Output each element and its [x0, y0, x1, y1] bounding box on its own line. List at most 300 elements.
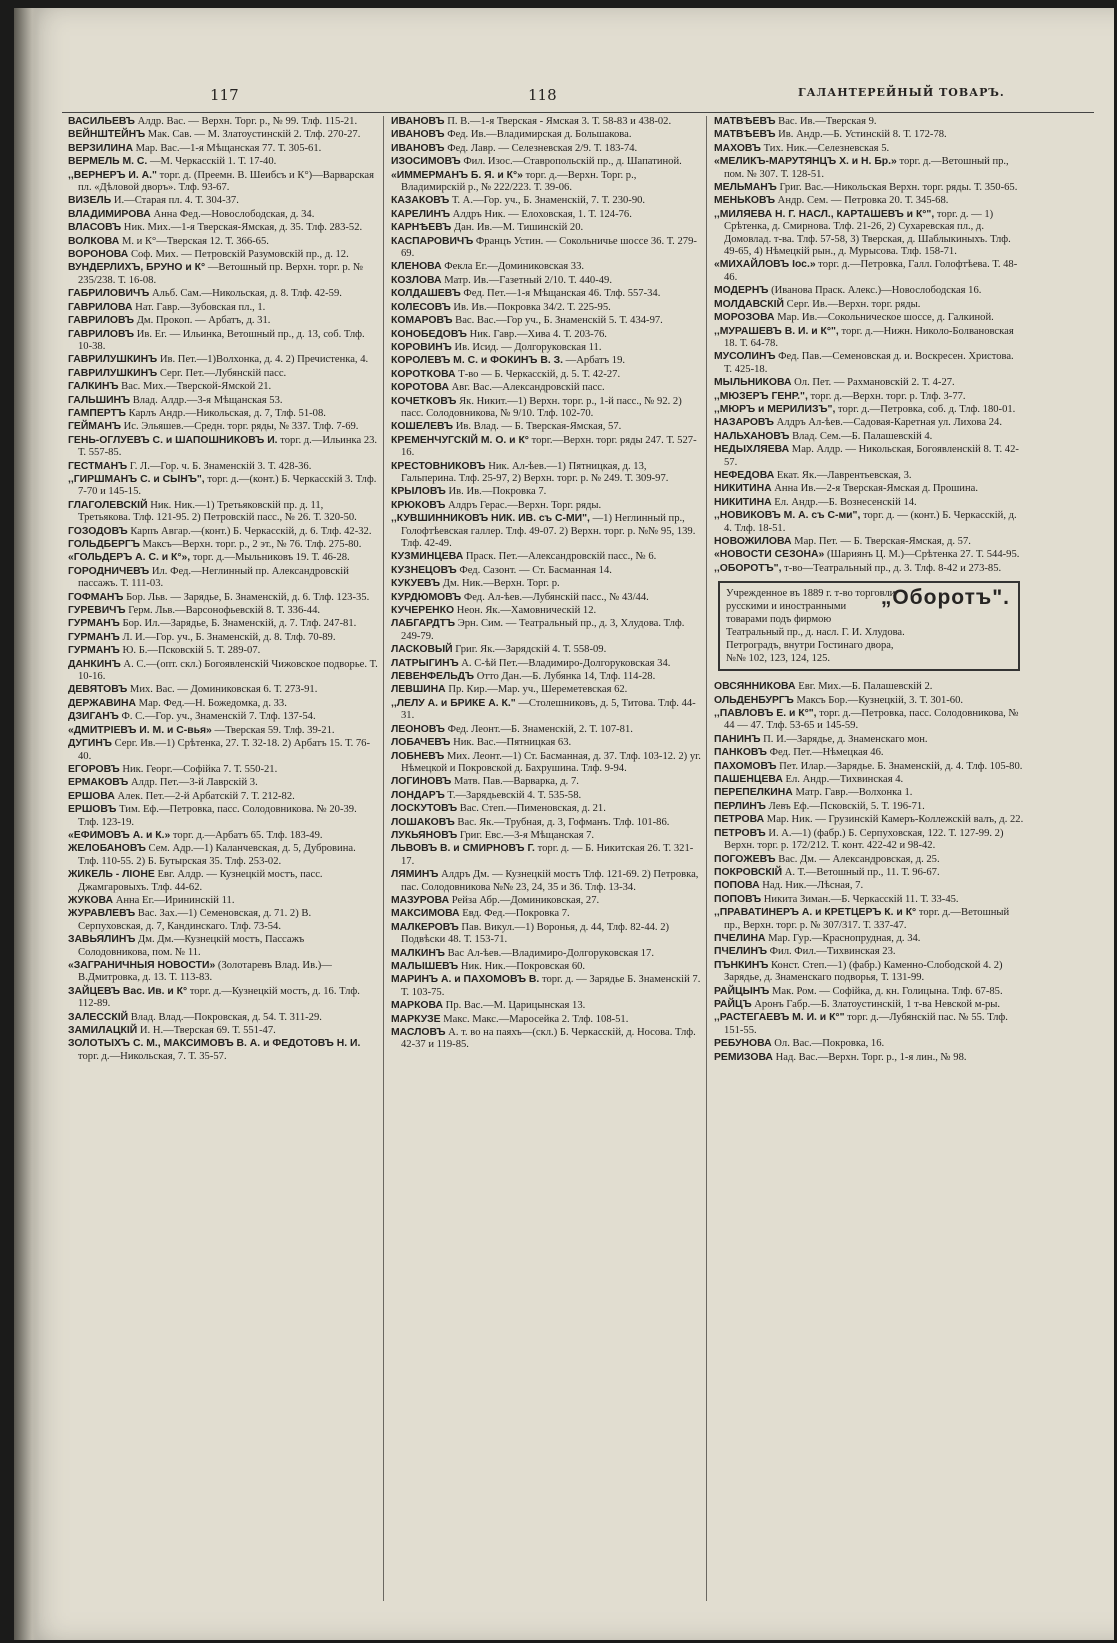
entry-details: Серг. Пет.—Лубянскій пасс.	[159, 367, 287, 379]
entry-details: Матр. Ив.—Газетный 2/10. Т. 440-49.	[444, 274, 612, 286]
entry-name: ЛАБГАРДТЪ	[391, 618, 456, 630]
directory-entry	[68, 302, 378, 314]
entry-name: РЕМИЗОВА	[714, 1051, 773, 1063]
entry-details: Ник. Георг.—Софійка 7. Т. 550-21.	[122, 763, 278, 775]
directory-entry	[391, 486, 701, 498]
entry-name: ДЕРЖАВИНА	[68, 697, 137, 709]
entry-name: ВОЛКОВА	[68, 235, 120, 247]
entry-details: Ив. Ив.—Покровка 34/2. Т. 225-95.	[453, 301, 611, 313]
directory-entry	[714, 285, 1024, 297]
entry-details: Евд. Фед.—Покровка 7.	[462, 908, 570, 920]
entry-name: ДУГИНЪ	[68, 738, 112, 750]
entry-details: Карпъ Авгар.—(конт.) Б. Черкасскій, д. 6. Тлф. 42-32.	[130, 525, 372, 537]
entry-name: ВУНДЕРЛИХЪ, БРУНО и К°	[68, 262, 206, 274]
entry-name: МОЛДАВСКІЙ	[714, 298, 784, 310]
directory-entry	[68, 592, 378, 604]
directory-entry	[68, 368, 378, 380]
directory-entry	[68, 143, 378, 155]
entry-details: Конст. Степ.—1) (фабр.) Каменно-Слободской 4. 2) Зарядье, д. Знаменскаго подворья, Т. 131-99.	[724, 959, 1003, 984]
directory-entry	[68, 315, 378, 327]
entry-name: ВЕРМЕЛЬ М. С.	[68, 156, 148, 168]
entry-details: Алек. Пет.—2-й Арбатскій 7. Т. 212-82.	[117, 790, 295, 802]
entry-details: —Арбатъ 19.	[565, 355, 626, 367]
entry-name: КОШЕЛЕВЪ	[391, 421, 454, 433]
entry-name: ПОГОЖЕВЪ	[714, 853, 776, 865]
entry-details: Мар. Пет. — Б. Тверская-Ямская, д. 57.	[794, 536, 971, 547]
directory-entry	[391, 222, 701, 234]
entry-details: Фед. Ал-ѣев.—Лубянскій пасс., № 43/44.	[463, 591, 649, 603]
book-gutter	[14, 8, 40, 1640]
entry-details: —Столешниковъ, д. 5, Титова. Тлф. 44-31.	[401, 697, 696, 722]
directory-entry	[391, 355, 701, 367]
entry-name: ЛОСКУТОВЪ	[391, 803, 458, 815]
directory-entry	[391, 817, 701, 829]
entry-details: Дм. Прокоп. — Арбатъ, д. 31.	[136, 315, 271, 327]
entry-details: Т.—Зарядьевскій 4. Т. 535-58.	[447, 789, 582, 801]
directory-entry	[714, 417, 1024, 429]
directory-entry	[391, 116, 701, 128]
directory-entry	[391, 684, 701, 696]
entry-name: ВЕЙНШТЕЙНЪ	[68, 129, 146, 141]
entry-name: ПАХОМОВЪ	[714, 760, 777, 772]
entry-name: ,,РАСТЕГАЕВЪ М. И. и К°"	[714, 1012, 845, 1024]
entry-name: «ЕФИМОВЪ А. и К.»	[68, 829, 171, 841]
directory-entry	[391, 288, 701, 300]
entry-name: МАХОВЪ	[714, 142, 761, 154]
directory-entry	[391, 698, 701, 723]
entry-name: МЕНЬКОВЪ	[714, 195, 776, 207]
entry-details: Вас. Степ.—Пименовская, д. 21.	[459, 803, 606, 815]
entry-name: КОРОВИНЪ	[391, 341, 452, 353]
entry-details: Фед. Леонт.—Б. Знаменскій, 2. Т. 107-81.	[447, 723, 633, 735]
entry-details: Григ. Як.—Зарядскій 4. Т. 558-09.	[455, 644, 607, 656]
entry-name: МЕЛЬМАНЪ	[714, 182, 777, 194]
entry-details: Влад. Сем.—Б. Палашевскій 4.	[792, 430, 933, 442]
entry-name: МОДЕРНЪ	[714, 285, 769, 297]
entry-name: ,,НОВИКОВЪ М. А. съ С-ми",	[714, 510, 861, 522]
directory-entry	[714, 828, 1024, 853]
directory-entry	[714, 734, 1024, 746]
entry-details: Алдръ Ал-ѣев.—Садовая-Каретная ул. Лихова 24.	[776, 417, 1002, 429]
directory-entry	[68, 1025, 378, 1037]
entry-details: Бор. Льв. — Зарядье, Б. Знаменскій, д. 6. Тлф. 123-35.	[126, 591, 370, 603]
directory-entry	[68, 1012, 378, 1024]
entry-name: ,,ЛЕЛУ А. и БРИКЕ А. К."	[391, 697, 516, 709]
directory-entry	[391, 658, 701, 670]
entry-name: ЛЕВШИНА	[391, 684, 446, 696]
entry-name: ОВСЯННИКОВА	[714, 681, 796, 693]
entry-details: (Шариянъ Ц. М.)—Срѣтенка 27. Т. 544-95.	[826, 549, 1020, 561]
entry-details: Фил. Фил.—Тихвинская 23.	[769, 946, 896, 958]
directory-entry	[714, 536, 1024, 548]
entry-details: торг. д. — 1) Срѣтенка, д. Смирнова. Тлф. 21-26, 2) Сухаревская пл., д. Домовлад. т-ва. Тлф. 57-58, 3) Тверская, д. Шаблыкиныхъ. Тлф. 49-65, 4) Нѣмецкій рын., д. Мурысова. Тлф. 158-71.	[724, 208, 1011, 258]
entry-name: ПОКРОВСКІЙ	[714, 866, 783, 878]
entry-name: «МИХАЙЛОВЪ Іос.»	[714, 259, 816, 271]
directory-entry	[391, 803, 701, 815]
column-1	[68, 116, 378, 1616]
entry-name: ЛЕОНОВЪ	[391, 723, 445, 735]
directory-entry	[391, 565, 701, 577]
entry-name: ВЕРЗИЛИНА	[68, 142, 133, 154]
entry-details: Ник. Ник.—Покровская 60.	[460, 961, 586, 972]
entry-name: КРЫЛОВЪ	[391, 486, 446, 498]
directory-entry	[391, 671, 701, 683]
entry-details: торг. д.—Никольская, 7. Т. 35-57.	[78, 1050, 227, 1062]
entry-name: ИВАНОВЪ	[391, 116, 445, 127]
directory-entry	[68, 645, 378, 657]
entry-details: —1) Неглинный пр., Голофтѣевская галлер. Тлф. 49-07. 2) Верхн. торг. р. №№ 95, 139. Тлф. 42-49.	[401, 513, 696, 549]
entry-name: ЛУКЬЯНОВЪ	[391, 829, 458, 841]
entry-name: КАРЕЛИНЪ	[391, 208, 451, 220]
entry-details: Алдр. Пет.—3-й Лаврскій 3.	[131, 777, 258, 789]
entry-name: ГАВРИЛУШКИНЪ	[68, 354, 158, 366]
entry-name: ЕГОРОВЪ	[68, 763, 120, 775]
directory-entry	[391, 421, 701, 433]
entry-name: ЗАЛЕССКІЙ	[68, 1011, 129, 1023]
entry-details: Никита Зиман.—Б. Черкасскій 11. Т. 33-45.	[763, 893, 959, 905]
section-title: ГАЛАНТЕРЕЙНЫЙ ТОВАРЪ.	[798, 86, 1005, 99]
entry-details: Бор. Ил.—Зарядье, Б. Знаменскій, д. 7. Тлф. 247-81.	[122, 618, 357, 630]
entry-name: ИВАНОВЪ	[391, 129, 445, 141]
page-number-left: 117	[210, 86, 239, 104]
entry-details: (Золотаревъ Влад. Ив.)—В.Дмитровка, д. 13. Т. 113-83.	[78, 960, 332, 984]
entry-name: КОМАРОВЪ	[391, 315, 453, 327]
entry-name: ,,МЮЗЕРЪ ГЕНР.",	[714, 390, 808, 402]
entry-details: Праск. Пет.—Александровскій пасс., № 6.	[465, 551, 657, 563]
directory-entry	[391, 382, 701, 394]
entry-name: КРЕМЕНЧУГСКІЙ М. О. и К°	[391, 434, 529, 446]
entry-details: Пет. Илар.—Зарядье. Б. Знаменскій, д. 4. Тлф. 105-80.	[779, 760, 1023, 772]
directory-entry	[714, 774, 1024, 786]
directory-entry	[68, 804, 378, 829]
entry-details: торг. д.—Лубянскій пас. № 55. Тлф. 151-55.	[724, 1012, 1008, 1036]
entry-name: ВАСИЛЬЕВЪ	[68, 116, 135, 127]
directory-entry	[714, 326, 1024, 351]
directory-entry	[68, 843, 378, 868]
directory-entry	[714, 182, 1024, 194]
entry-details: Тих. Ник.—Селезневская 5.	[763, 142, 890, 154]
directory-entry	[391, 1000, 701, 1012]
entry-name: ЖУРАВЛЕВЪ	[68, 908, 136, 920]
directory-entry	[68, 618, 378, 630]
entry-details: Мих. Леонт.—1) Ст. Басманная, д. 37. Тлф. 103-12. 2) уг. Нѣмецкой и Покровской д. Бахрушина. Тлф. 9-94.	[401, 750, 701, 774]
entry-details: Вас Ал-ѣев.—Владимиро-Долгоруковская 17.	[447, 947, 654, 959]
entry-name: МАЗУРОВА	[391, 894, 450, 906]
directory-entry	[68, 288, 378, 300]
entry-name: ЛАТРЫГИНЪ	[391, 657, 459, 669]
directory-entry	[714, 907, 1024, 932]
entry-name: ГАБРИЛОВИЧЪ	[68, 288, 150, 300]
entry-details: Григ. Евс.—3-я Мѣщанская 7.	[459, 829, 595, 841]
directory-entry	[714, 880, 1024, 892]
directory-entry	[68, 170, 378, 195]
directory-entry	[714, 801, 1024, 813]
entry-details: Вас. Вас.—Гор уч., Б. Знаменскій 5. Т. 434-97.	[455, 315, 663, 327]
entry-name: ПЕРЕПЕЛКИНА	[714, 787, 793, 799]
entry-details: Дм. Дм.—Кузнецкій мостъ, Пассажъ Солодовникова, пом. № 11.	[78, 934, 305, 958]
directory-entry	[391, 1027, 701, 1052]
directory-entry	[68, 908, 378, 933]
directory-entry	[68, 156, 378, 168]
directory-entry	[68, 934, 378, 959]
entry-details: торг. д.—Верхн. Торг. р., Владимирскій р., № 222/223. Т. 39-06.	[401, 169, 637, 194]
entry-name: КОЛДАШЕВЪ	[391, 288, 461, 300]
entry-details: Максъ—Верхн. торг. р., 2 эт., № 76. Тлф. 275-80.	[142, 539, 362, 550]
entry-details: торг. д.—Кузнецкій мостъ, д. 16. Тлф. 112-89.	[78, 985, 360, 1010]
entry-details: Отто Дан.—Б. Лубянка 14, Тлф. 114-28.	[476, 671, 656, 683]
entry-name: МУСОЛИНЪ	[714, 351, 776, 363]
entry-details: Ник. Вас.—Пятницкая 63.	[453, 737, 572, 749]
directory-entry	[68, 1038, 378, 1063]
entry-name: КОЛЕСОВЪ	[391, 301, 451, 313]
entry-details: Ю. Б.—Псковскій 5. Т. 289-07.	[122, 645, 261, 657]
entry-details: А. Т.—Ветошный пр., 11. Т. 96-67.	[784, 866, 940, 878]
entry-name: МАЛЫШЕВЪ	[391, 961, 459, 972]
entry-details: Ис. Эльяшев.—Средн. торг. ряды, № 337. Тлф. 7-69.	[123, 421, 359, 433]
entry-details: Мак. Сав. — М. Златоустинскій 2. Тлф. 270-27.	[147, 129, 361, 141]
directory-entry	[391, 435, 701, 460]
directory-entry	[391, 592, 701, 604]
entry-details: Ф. С.—Гор. уч., Знаменскій 7. Тлф. 137-54.	[121, 711, 316, 723]
directory-entry	[391, 170, 701, 195]
entry-details: П. В.—1-я Тверская - Ямская 3. Т. 58-83 и 438-02.	[447, 116, 672, 127]
directory-entry	[68, 222, 378, 234]
directory-entry	[391, 922, 701, 947]
entry-name: КАЗАКОВЪ	[391, 195, 450, 207]
directory-entry	[68, 408, 378, 420]
entry-details: Ел. Андр.—Тихвинская 4.	[785, 774, 904, 786]
directory-entry	[68, 209, 378, 221]
entry-name: КРЮКОВЪ	[391, 499, 446, 511]
entry-name: ЛОГИНОВЪ	[391, 776, 452, 788]
entry-name: ,,ОБОРОТЪ",	[714, 562, 782, 574]
entry-details: Аронъ Габр.—Б. Златоустинскій, 1 т-ва Невской м-ры.	[754, 998, 1001, 1010]
entry-details: Дм. Ник.—Верхн. Торг. р.	[442, 578, 560, 590]
directory-page	[14, 8, 1114, 1640]
entry-name: ГАМПЕРТЪ	[68, 407, 126, 419]
entry-name: ПЧЕЛИНА	[714, 932, 766, 944]
entry-details: торг. д.—Ветошный пр., Верхн. торг. р. № 307/317. Т. 337-47.	[724, 907, 1010, 931]
advert-line1: Учрежденное въ 1889 г. т-во торговли	[726, 588, 896, 600]
entry-name: МОРОЗОВА	[714, 312, 775, 324]
entry-details: Рейза Абр.—Доминиковская, 27.	[451, 894, 600, 906]
advert-line3: товарами подъ фирмою	[726, 614, 832, 626]
directory-entry	[391, 843, 701, 868]
entry-details: И. А.—1) (фабр.) Б. Серпуховская, 122. Т. 127-99. 2) Верхн. торг. р. 172/212. Т. конт. 422-42 и 98-42.	[724, 827, 1004, 852]
entry-name: КОРОТКОВА	[391, 368, 456, 380]
entry-name: МАРКУЗЕ	[391, 1013, 441, 1025]
entry-details: торг. д. — Зарядье Б. Знаменскій 7. Т. 103-75.	[401, 974, 701, 998]
entry-name: ,,КУВШИННИКОВЪ НИК. ИВ. съ С-МИ",	[391, 513, 590, 525]
entry-name: ПЕРЛИНЪ	[714, 800, 766, 812]
entry-details: Ел. Андр.—Б. Вознесенскій 14.	[774, 496, 917, 508]
directory-entry	[391, 869, 701, 894]
entry-name: КОЗЛОВА	[391, 274, 442, 286]
entry-name: ЕРМАКОВЪ	[68, 777, 129, 789]
entry-name: ЗАВЬЯЛИНЪ	[68, 934, 136, 946]
entry-name: МАКСИМОВА	[391, 908, 460, 920]
entry-details: Францъ Устин. — Сокольничье шоссе 36. Т. 279-69.	[401, 235, 697, 260]
entry-details: М. и К°—Тверская 12. Т. 366-65.	[121, 235, 269, 247]
entry-name: ЛЯМИНЪ	[391, 869, 439, 881]
entry-name: ГАВРИЛОВЪ	[68, 315, 135, 327]
directory-entry	[714, 404, 1024, 416]
entry-details: Алдръ Дм. — Кузнецкій мостъ Тлф. 121-69. 2) Петровка, пас. Солодовникова №№ 23, 24, 35 и 36. Тлф. 13-34.	[401, 869, 699, 893]
entry-name: ГОЗОДОВЪ	[68, 525, 128, 537]
directory-entry	[391, 1014, 701, 1026]
entry-details: Мак. Ром. — Софійка, д. кн. Голицына. Тлф. 67-85.	[771, 985, 1003, 997]
entry-name: МАЛКИНЪ	[391, 947, 445, 959]
entry-details: Ив. Исид. — Долгоруковская 11.	[454, 341, 602, 353]
entry-details: (Иванова Праск. Алекс.)—Новослободская 16.	[771, 285, 982, 297]
entry-details: Над. Ник.—Лѣсная, 7.	[762, 880, 864, 892]
entry-name: НИКИТИНА	[714, 483, 772, 495]
entry-details: торг. д.—Верхн. торг. р. Тлф. 3-77.	[810, 390, 966, 402]
entry-details: Евг. Алдр. — Кузнецкій мостъ, пасс. Джамгаровыхъ. Тлф. 44-62.	[78, 869, 323, 893]
entry-name: ВОРОНОВА	[68, 249, 129, 261]
entry-name: ГЛАГОЛЕВСКІЙ	[68, 499, 148, 511]
entry-details: торг. д.—Петровка, пасс. Солодовникова, № 44 — 47. Тлф. 53-65 и 145-59.	[724, 708, 1019, 732]
entry-details: торг. д.—Петровка, Галл. Голофтѣева. Т. 48-46.	[724, 259, 1018, 283]
column-3	[714, 116, 1024, 1616]
directory-entry	[714, 259, 1024, 284]
entry-name: НАЗАРОВЪ	[714, 417, 774, 429]
entry-details: Сем. Адр.—1) Каланчевская, д. 5, Дубровина. Тлф. 110-55. 2) Б. Бутырская 35. Тлф. 253-02.	[78, 843, 356, 867]
directory-entry	[68, 764, 378, 776]
directory-entry	[714, 209, 1024, 259]
entry-details: Серг. Ив.—1) Срѣтенка, 27. Т. 32-18. 2) Арбатъ 15. Т. 76-40.	[78, 738, 370, 762]
entry-details: И.—Старая пл. 4. Т. 304-37.	[113, 195, 239, 207]
directory-entry	[391, 261, 701, 273]
entry-details: Ив. Влад. — Б. Тверская-Ямская, 57.	[455, 421, 622, 433]
entry-details: Максъ Бор.—Кузнецкій, 3. Т. 301-60.	[796, 694, 964, 706]
entry-name: ВИЗЕЛЬ	[68, 195, 112, 207]
entry-name: ГАВРИЛОВЪ	[68, 328, 135, 340]
directory-entry	[68, 960, 378, 985]
directory-entry	[391, 236, 701, 261]
directory-entry	[68, 684, 378, 696]
oborot-advert	[718, 581, 1020, 671]
entry-name: КАСПАРОВИЧЪ	[391, 235, 474, 247]
directory-entry	[714, 933, 1024, 945]
entry-name: ,,ГИРШМАНЪ С. и СЫНЪ",	[68, 473, 205, 485]
column-divider-2	[706, 116, 707, 1601]
entry-name: ,,МЮРЪ и МЕРИЛИЗЪ",	[714, 403, 836, 415]
entry-details: Алдръ Ник. — Елоховская, 1. Т. 124-76.	[452, 208, 632, 220]
entry-details: Ив. Пет.—1)Волхонка, д. 4. 2) Пречистенка, 4.	[159, 354, 369, 366]
directory-entry	[391, 369, 701, 381]
header-rule	[62, 112, 1094, 113]
directory-entry	[714, 299, 1024, 311]
directory-entry	[68, 698, 378, 710]
directory-entry	[391, 895, 701, 907]
directory-entry	[68, 539, 378, 551]
entry-details: Ник. Ник.—1) Третьяковскій пр. д. 11, Третьякова. Тлф. 121-95. 2) Петровскій пасс., № 26. Т. 320-50.	[78, 499, 357, 524]
entry-details: Як. Никит.—1) Верхн. торг. р., 1-й пасс., № 92. 2) пасс. Солодовникова, № 9/10. Тлф. 102-70.	[401, 395, 682, 419]
entry-details: Фед. Сазонт. — Ст. Басманная 14.	[459, 564, 612, 576]
entry-name: «ГОЛЬДЕРЪ А. С. и К°»,	[68, 552, 191, 564]
directory-entry	[714, 470, 1024, 482]
entry-details: Фед. Ив.—Владимирская д. Большакова.	[447, 129, 632, 141]
entry-details: Матв. Пав.—Варварка, д. 7.	[454, 776, 579, 788]
entry-details: А. т. во на паяхъ—(скл.) Б. Черкасскій, д. Носова. Тлф. 42-37 и 119-85.	[401, 1027, 696, 1051]
entry-details: Над. Вас.—Верхн. Торг. р., 1-я лин., № 98.	[775, 1051, 967, 1063]
directory-entry	[68, 129, 378, 141]
directory-entry	[391, 961, 701, 973]
directory-entry	[714, 867, 1024, 879]
entry-details: Григ. Вас.—Никольская Верхн. торг. ряды. Т. 350-65.	[779, 182, 1018, 194]
directory-entry	[714, 1052, 1024, 1064]
entry-name: ПАНИНЪ	[714, 733, 761, 745]
entry-name: РЕБУНОВА	[714, 1038, 772, 1050]
entry-name: ГОФМАНЪ	[68, 591, 124, 603]
entry-details: Екат. Як.—Лаврентьевская, 3.	[776, 469, 912, 481]
entry-name: ЛОБНЕВЪ	[391, 750, 445, 762]
entry-details: Соф. Мих. — Петровскій Разумовскій пр., д. 12.	[130, 249, 349, 261]
entry-name: ЛАСКОВЫЙ	[391, 644, 453, 656]
directory-entry	[68, 895, 378, 907]
directory-entry	[714, 549, 1024, 561]
entry-name: «ЗАГРАНИЧНЫЯ НОВОСТИ»	[68, 960, 216, 971]
directory-entry	[714, 510, 1024, 535]
entry-name: ГУРМАНЪ	[68, 618, 120, 630]
advert-line5: Петроградъ, внутри Гостинаго двора,	[726, 640, 894, 652]
entry-details: Пав. Викул.—1) Воронья, д. 44, Тлф. 82-44. 2) Подвѣски 48. Т. 153-71.	[401, 921, 670, 946]
directory-entry	[391, 500, 701, 512]
directory-entry	[714, 695, 1024, 707]
entry-details: Т. А.—Гор. уч., Б. Знаменскій, 7. Т. 230-90.	[451, 195, 646, 207]
directory-entry	[714, 312, 1024, 324]
entry-details: Ив. Андр.—Б. Устинскій 8. Т. 172-78.	[778, 129, 947, 141]
entry-name: ЛОШАКОВЪ	[391, 816, 455, 828]
entry-name: КРЕСТОВНИКОВЪ	[391, 460, 486, 472]
entry-details: Герм. Льв.—Варсонофьевскій 8. Т. 336-44.	[128, 605, 321, 617]
directory-entry	[714, 431, 1024, 443]
entry-name: ГЕСТМАНЪ	[68, 460, 128, 472]
directory-entry	[68, 116, 378, 128]
directory-entry	[714, 761, 1024, 773]
entry-name: ,,ПАВЛОВЪ Е. и К°",	[714, 708, 817, 720]
entry-name: КОРОЛЕВЪ М. С. и ФОКИНЪ В. З.	[391, 355, 564, 367]
directory-entry	[68, 395, 378, 407]
entry-details: торг.—Верхн. торг. ряды 247. Т. 527-16.	[401, 434, 697, 459]
entry-details: Фед. Пет.—1-я Мѣщанская 46. Тлф. 557-34.	[463, 288, 661, 300]
entry-name: ИЗОСИМОВЪ	[391, 156, 461, 168]
directory-entry	[68, 869, 378, 894]
directory-entry	[391, 195, 701, 207]
entry-details: Ив. Ег. — Ильинка, Ветошный пр., д. 13, соб. Тлф. 10-38.	[78, 328, 365, 352]
entry-name: КУЗНЕЦОВЪ	[391, 564, 457, 576]
entry-details: Ник. Мих.—1-я Тверская-Ямская, д. 35. Тлф. 283-52.	[123, 222, 363, 234]
entry-name: НЕДЫХЛЯЕВА	[714, 444, 790, 456]
entry-details: —Ветошный пр. Верхн. торг. р. № 235/238. Т. 16-08.	[78, 262, 364, 286]
entry-details: Ник. Гавр.—Хива 4. Т. 203-76.	[469, 328, 607, 340]
directory-entry	[391, 342, 701, 354]
directory-entry	[714, 143, 1024, 155]
directory-entry	[714, 497, 1024, 509]
entry-name: КУРДЮМОВЪ	[391, 591, 462, 603]
entry-details: А. С.—(опт. скл.) Богоявленскій Чижовское подворье. Т. 10-16.	[78, 658, 378, 683]
entry-details: Т-во — Б. Черкасскій, д. 5. Т. 42-27.	[458, 368, 621, 380]
entry-name: ЖЕЛОБАНОВЪ	[68, 843, 146, 855]
entry-name: ДЕВЯТОВЪ	[68, 684, 128, 696]
entry-details: —М. Черкасскій 1. Т. 17-40.	[149, 156, 277, 168]
directory-entry	[68, 566, 378, 591]
directory-entry	[391, 551, 701, 563]
entry-details: Фед. Пет.—Нѣмецкая 46.	[769, 747, 884, 759]
entry-details: Фед. Лавр. — Селезневская 2/9. Т. 183-74.	[447, 142, 638, 154]
directory-entry	[391, 513, 701, 550]
